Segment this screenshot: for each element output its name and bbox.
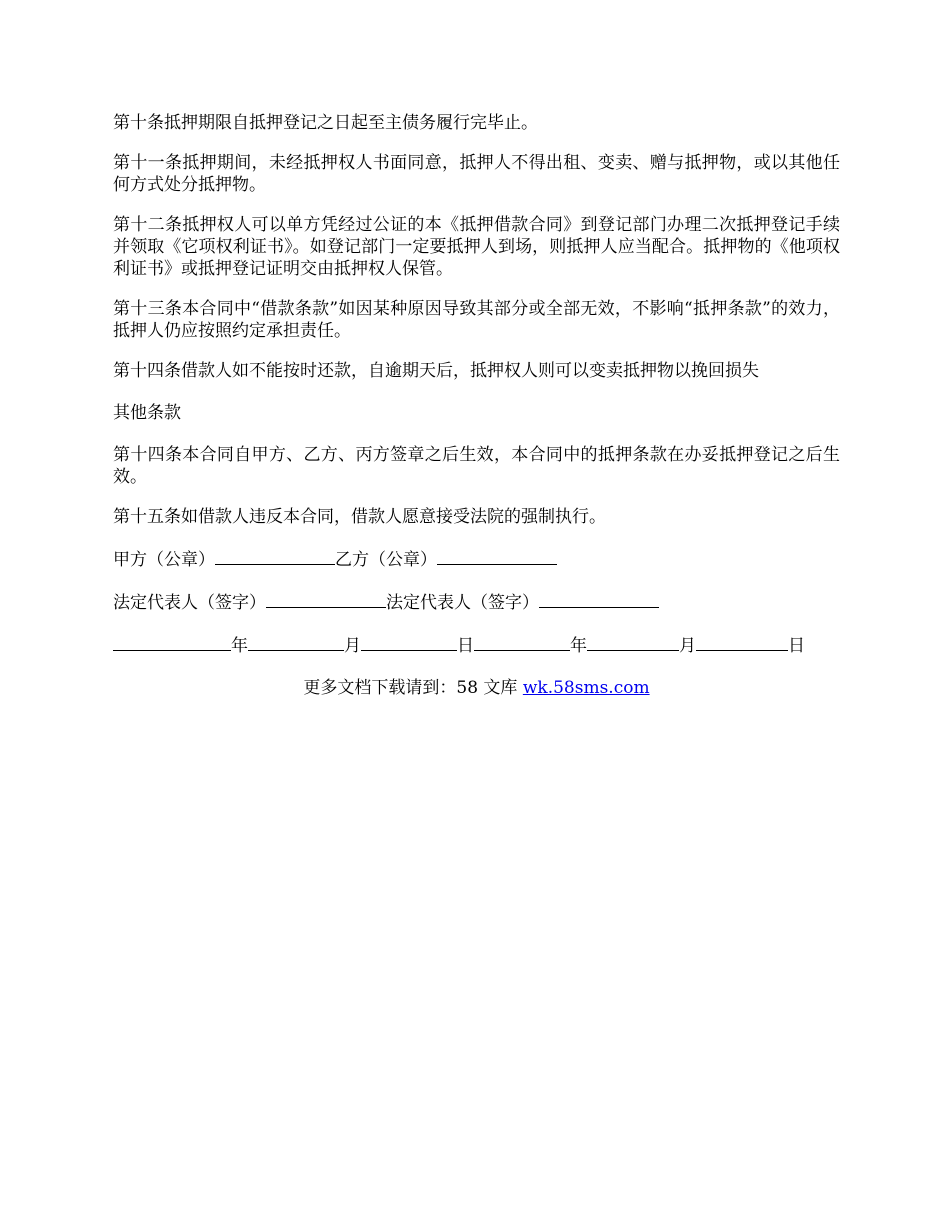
clause-11: 第十一条抵押期间，未经抵押权人书面同意，抵押人不得出租、变卖、赠与抵押物，或以其他任何方式处分抵押物。 (113, 153, 840, 195)
clause-14-effective: 第十四条本合同自甲方、乙方、丙方签章之后生效，本合同中的抵押条款在办妥抵押登记之后生效。 (113, 445, 840, 487)
date-a-day-label: 日 (457, 636, 474, 656)
date-b-year-label: 年 (570, 636, 587, 656)
clause-14-repayment: 第十四条借款人如不能按时还款，自逾期天后，抵押权人则可以变卖抵押物以挽回损失 (113, 361, 759, 381)
rep-a-blank[interactable] (266, 591, 386, 608)
clause-13: 第十三条本合同中“借款条款”如因某种原因导致其部分或全部无效，不影响“抵押条款”的效力，抵押人仍应按照约定承担责任。 (113, 299, 840, 341)
clause-12: 第十二条抵押权人可以单方凭经过公证的本《抵押借款合同》到登记部门办理二次抵押登记手续并领取《它项权利证书》。如登记部门一定要抵押人到场，则抵押人应当配合。抵押物的《他项权利证书》或抵押登记证明交由抵押权人保管。 (113, 215, 840, 279)
clause-10: 第十条抵押期限自抵押登记之日起至主债务履行完毕止。 (113, 113, 538, 133)
other-clauses-heading: 其他条款 (113, 403, 181, 423)
date-a-year-label: 年 (231, 636, 248, 656)
document-page (113, 112, 840, 699)
party-a-label: 甲方（公章） (113, 550, 215, 570)
footer (113, 677, 840, 699)
party-b-blank[interactable] (437, 548, 557, 565)
date-a-month-label: 月 (344, 636, 361, 656)
date-a-month-blank[interactable] (248, 634, 344, 651)
rep-a-label: 法定代表人（签字） (113, 593, 266, 613)
date-a-day-blank[interactable] (361, 634, 457, 651)
date-a-year-blank[interactable] (113, 634, 231, 651)
date-b-year-blank[interactable] (474, 634, 570, 651)
date-b-day-label: 日 (788, 636, 805, 656)
rep-b-blank[interactable] (539, 591, 659, 608)
rep-b-label: 法定代表人（签字） (386, 593, 539, 613)
party-a-blank[interactable] (215, 548, 335, 565)
date-line (113, 634, 840, 657)
footer-link[interactable]: wk.58sms.com (522, 678, 650, 698)
clause-15: 第十五条如借款人违反本合同，借款人愿意接受法院的强制执行。 (113, 507, 606, 527)
date-b-day-blank[interactable] (696, 634, 788, 651)
footer-text: 更多文档下载请到：58 文库 (303, 678, 523, 698)
date-b-month-blank[interactable] (587, 634, 679, 651)
representative-line (113, 591, 840, 614)
date-b-month-label: 月 (679, 636, 696, 656)
party-b-label: 乙方（公章） (335, 550, 437, 570)
party-seal-line (113, 548, 840, 571)
